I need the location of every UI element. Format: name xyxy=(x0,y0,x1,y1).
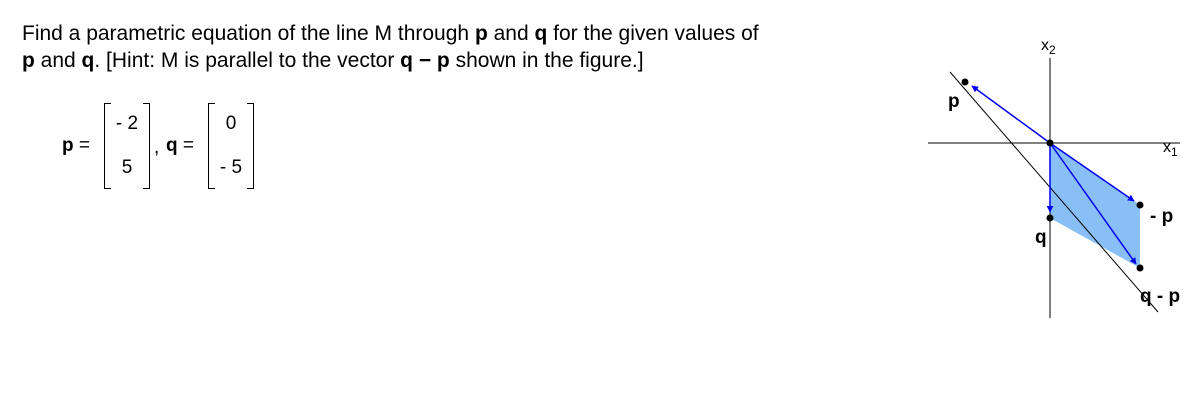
vector-figure xyxy=(920,20,1190,350)
point-neg-p xyxy=(1137,202,1144,209)
q-x-component: 0 xyxy=(225,113,237,134)
q-point-label: q xyxy=(1035,227,1047,248)
p-point-label: p xyxy=(948,91,960,112)
problem-line-1: Find a parametric equation of the line M through p and q for the given values of xyxy=(22,22,759,45)
x2-axis-label: $x_2$ xyxy=(1041,37,1056,57)
p-y-component: 5 xyxy=(121,157,133,178)
q-vector-matrix xyxy=(208,103,254,189)
p-vector-matrix xyxy=(104,103,150,189)
vector-definitions xyxy=(62,103,342,193)
p-x-component: - 2 xyxy=(115,113,139,134)
q-vector-label: q = xyxy=(166,135,194,156)
line-m xyxy=(950,72,1158,312)
p-vector-label: p = xyxy=(62,135,90,156)
point-q-minus-p xyxy=(1137,265,1144,272)
separator-comma: , xyxy=(154,137,160,158)
problem-line-2: p and q. [Hint: M is parallel to the vector q − p shown in the figure.] xyxy=(22,49,644,72)
x1-axis-label: $x_1$ xyxy=(1163,139,1178,159)
point-p xyxy=(962,79,969,86)
problem-statement xyxy=(22,20,882,74)
point-origin xyxy=(1047,140,1054,147)
q-minus-p-point-label: q - p xyxy=(1140,286,1181,307)
vector-p-arrow xyxy=(972,86,1050,143)
neg-p-point-label: - p xyxy=(1150,206,1174,227)
q-y-component: - 5 xyxy=(219,157,243,178)
point-q xyxy=(1047,215,1054,222)
